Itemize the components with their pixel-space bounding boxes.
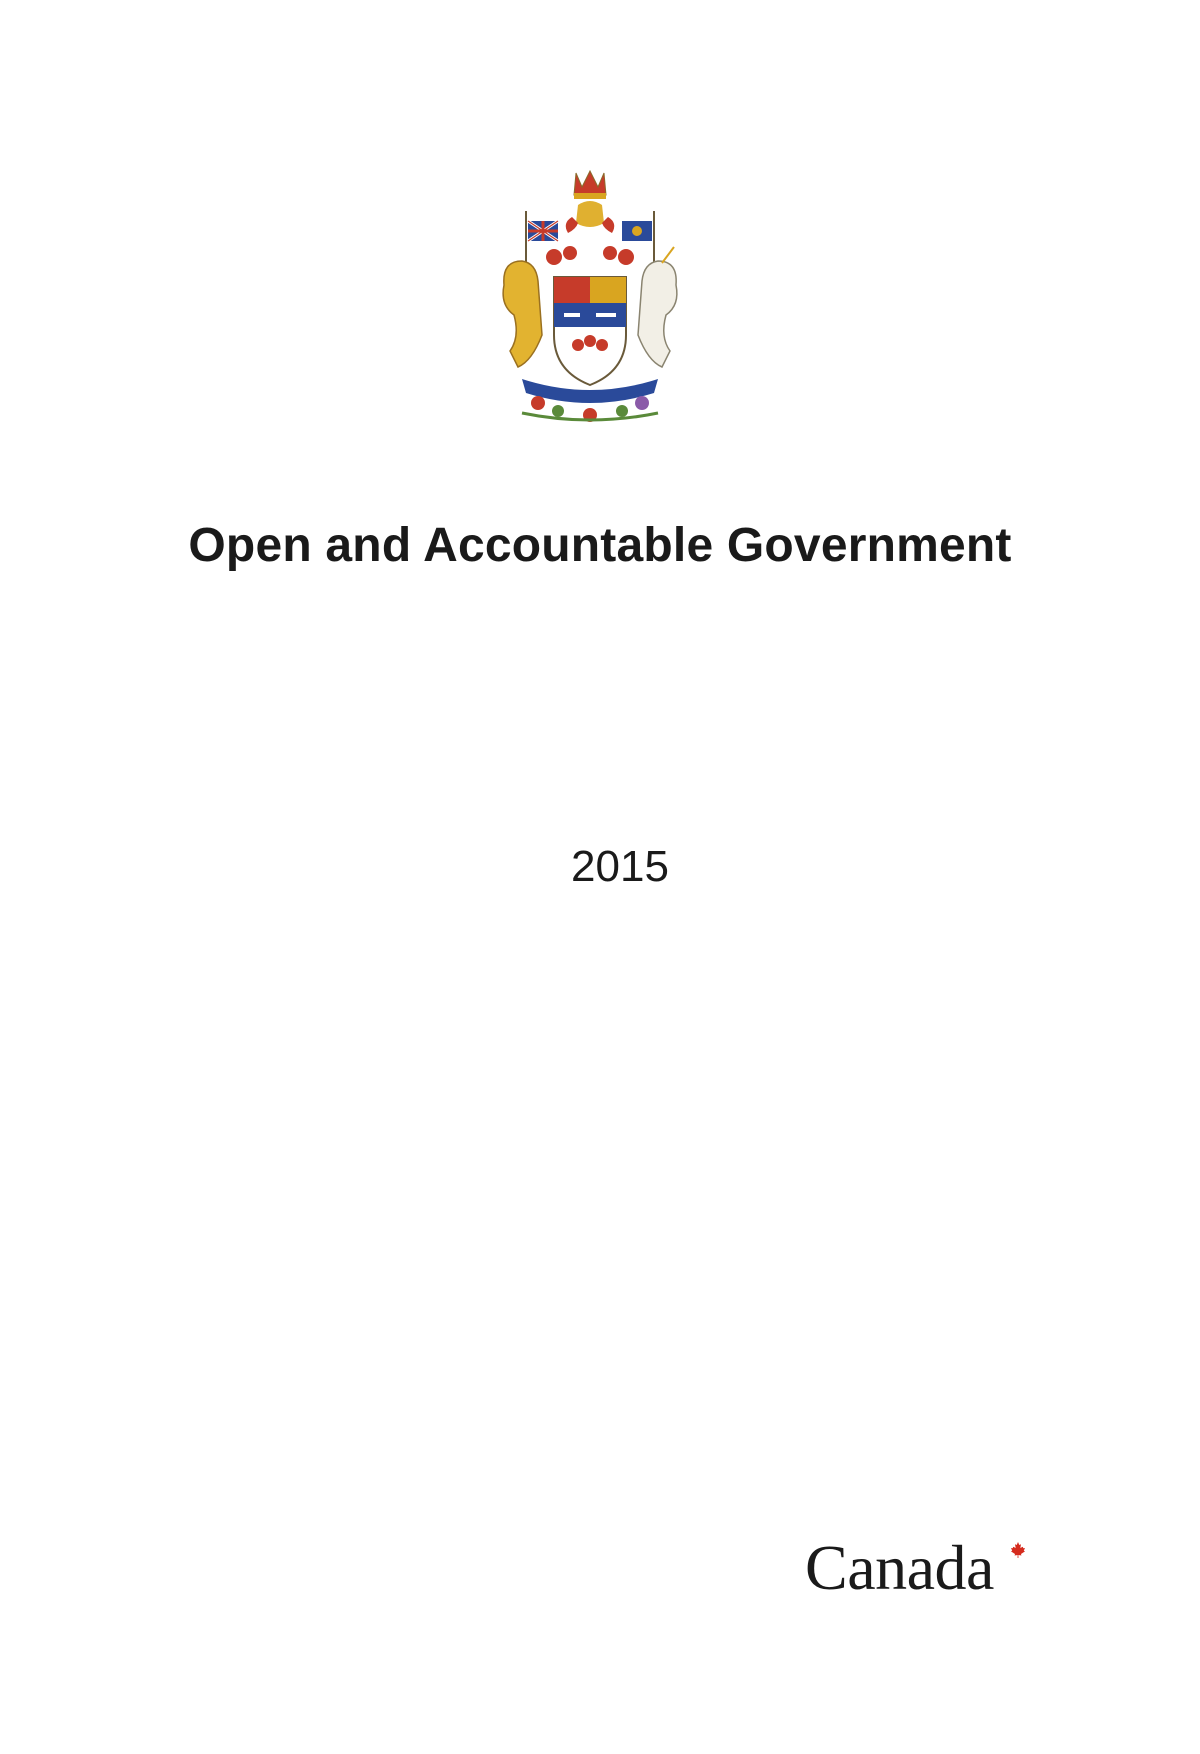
maple-leaf-icon [1010, 1542, 1026, 1558]
document-year: 2015 [571, 842, 669, 891]
canada-wordmark [805, 1528, 994, 1608]
wordmark-text: Canada [805, 1532, 994, 1603]
document-title: Open and Accountable Government [188, 519, 1012, 572]
coat-of-arms-icon [492, 165, 688, 425]
